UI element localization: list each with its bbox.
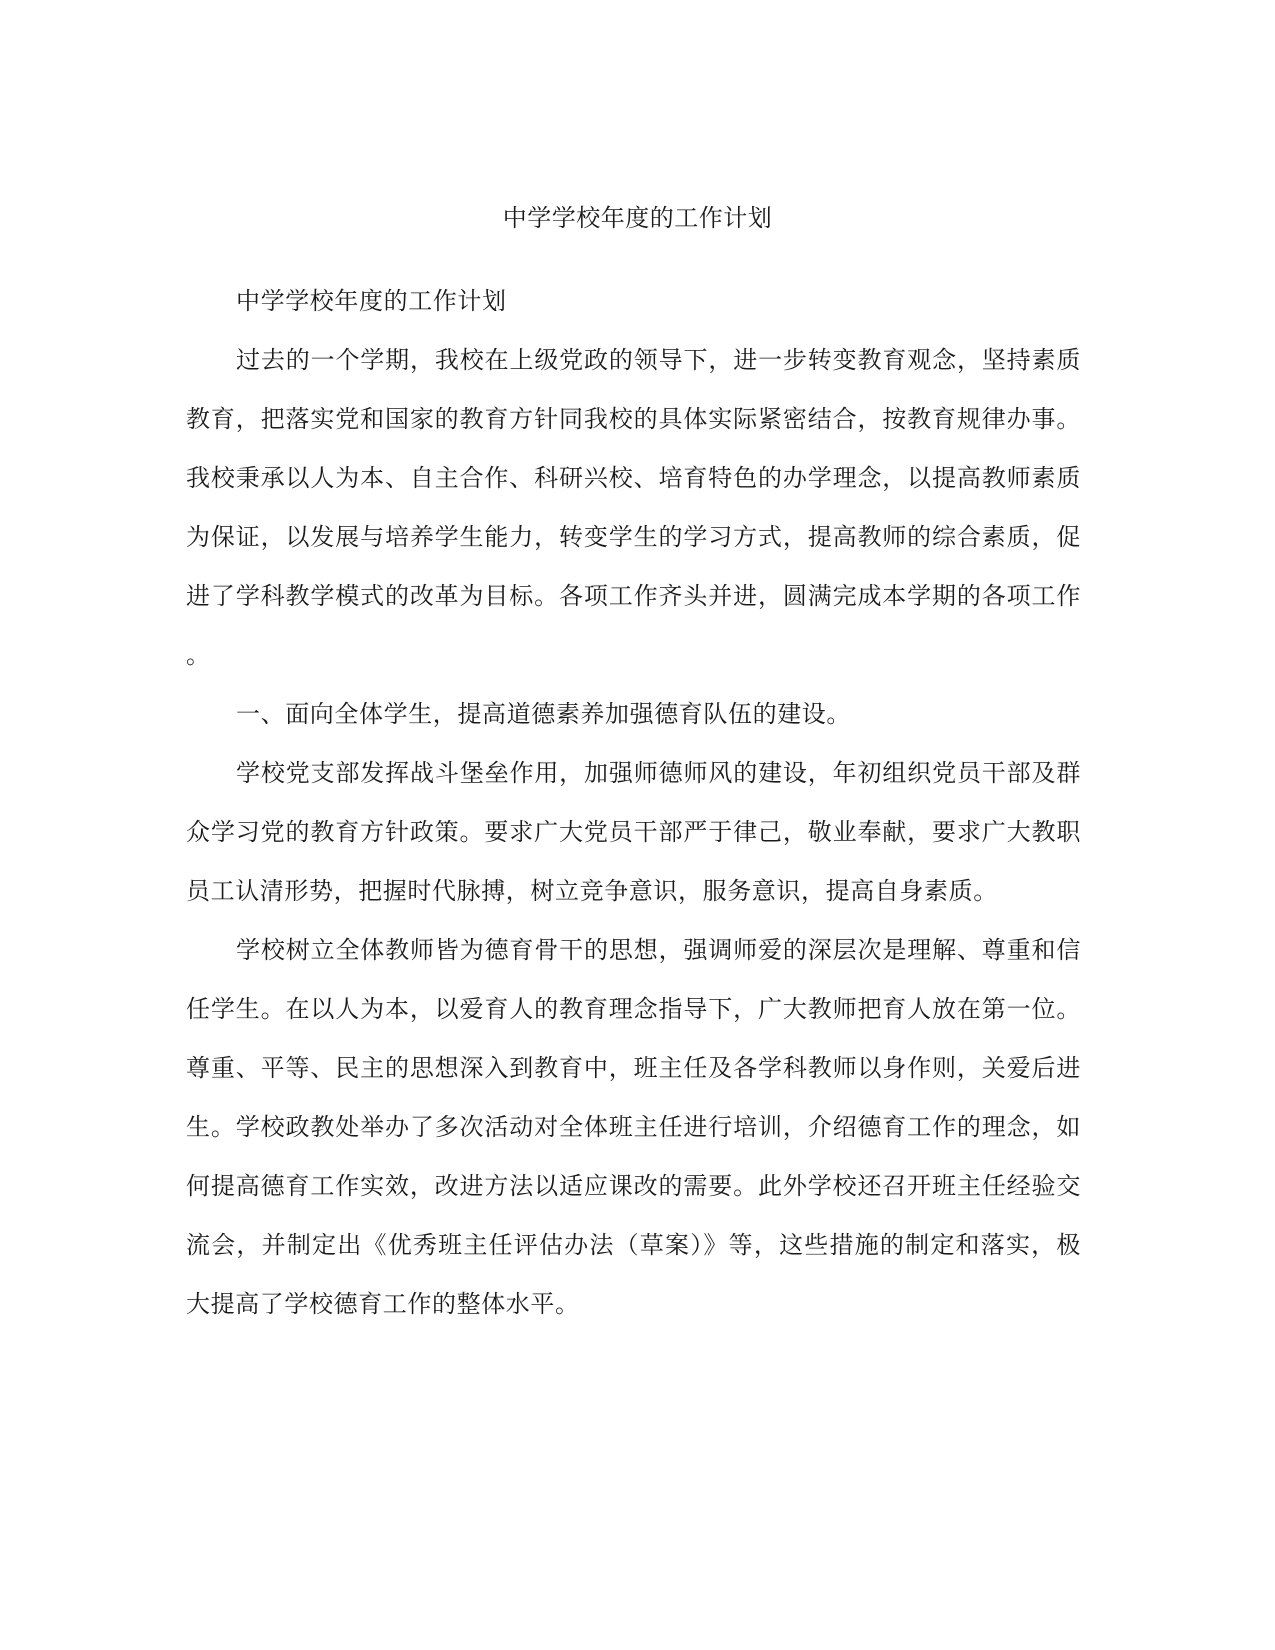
paragraph-line: 何提高德育工作实效，改进方法以适应课改的需要。此外学校还召开班主任经验交	[186, 1172, 1081, 1200]
paragraph-line: 教育，把落实党和国家的教育方针同我校的具体实际紧密结合，按教育规律办事。	[186, 405, 1081, 433]
document-title: 中学学校年度的工作计划	[502, 204, 773, 232]
paragraph-line: 为保证，以发展与培养学生能力，转变学生的学习方式，提高教师的综合素质，促	[186, 523, 1081, 551]
paragraph-line: 员工认清形势，把握时代脉搏，树立竞争意识，服务意识，提高自身素质。	[186, 877, 998, 905]
paragraph-teachers	[186, 921, 1081, 1334]
subtitle-paragraph	[186, 272, 1081, 331]
paragraph-line: 众学习党的教育方针政策。要求广大党员干部严于律己，敬业奉献，要求广大教职	[186, 818, 1081, 846]
paragraph-line: 大提高了学校德育工作的整体水平。	[186, 1290, 580, 1318]
paragraph-line: 尊重、平等、民主的思想深入到教育中，班主任及各学科教师以身作则，关爱后进	[186, 1054, 1081, 1082]
paragraph-line: 我校秉承以人为本、自主合作、科研兴校、培育特色的办学理念，以提高教师素质	[186, 464, 1081, 492]
subtitle-line: 中学学校年度的工作计划	[236, 287, 507, 315]
paragraph-line: 学校树立全体教师皆为德育骨干的思想，强调师爱的深层次是理解、尊重和信	[236, 936, 1081, 964]
paragraph-intro	[186, 331, 1081, 685]
paragraph-line: 任学生。在以人为本，以爱育人的教育理念指导下，广大教师把育人放在第一位。	[186, 995, 1081, 1023]
section-heading-line: 一、面向全体学生，提高道德素养加强德育队伍的建设。	[236, 700, 851, 728]
paragraph-line: 。	[186, 641, 211, 669]
paragraph-line: 生。学校政教处举办了多次活动对全体班主任进行培训，介绍德育工作的理念，如	[186, 1113, 1081, 1141]
document-body	[186, 272, 1081, 1334]
paragraph-line: 过去的一个学期，我校在上级党政的领导下，进一步转变教育观念，坚持素质	[236, 346, 1081, 374]
paragraph-party-branch	[186, 744, 1081, 921]
section-heading	[186, 685, 1081, 744]
paragraph-line: 流会，并制定出《优秀班主任评估办法（草案）》等，这些措施的制定和落实，极	[186, 1231, 1081, 1259]
paragraph-line: 进了学科教学模式的改革为目标。各项工作齐头并进，圆满完成本学期的各项工作	[186, 582, 1081, 610]
paragraph-line: 学校党支部发挥战斗堡垒作用，加强师德师风的建设，年初组织党员干部及群	[236, 759, 1081, 787]
